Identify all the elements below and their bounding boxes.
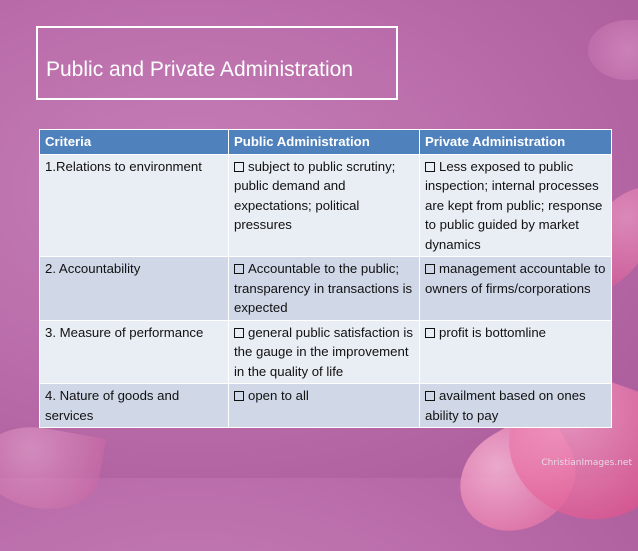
criteria-cell: 3. Measure of performance (40, 320, 229, 384)
checkbox-bullet-icon (234, 328, 244, 338)
decorative-petal (0, 418, 106, 518)
criteria-cell: 1.Relations to environment (40, 154, 229, 257)
private-cell-text: management accountable to owners of firms/corporations (425, 261, 606, 296)
private-cell (420, 384, 612, 428)
public-cell (229, 154, 420, 257)
public-cell-text: subject to public scrutiny; public demand and expectations; political pressures (234, 158, 396, 232)
comparison-table (39, 129, 612, 428)
public-cell (229, 384, 420, 428)
checkbox-bullet-icon (425, 264, 435, 274)
watermark: ChristianImages.net (541, 458, 632, 468)
private-cell (420, 320, 612, 384)
checkbox-bullet-icon (234, 264, 244, 274)
criteria-cell: 2. Accountability (40, 257, 229, 321)
checkbox-bullet-icon (425, 162, 435, 172)
header-private-administration: Private Administration (420, 130, 612, 155)
public-cell-text: general public satisfaction is the gauge in the improvement in the quality of life (234, 324, 413, 379)
public-cell (229, 257, 420, 321)
checkbox-bullet-icon (425, 328, 435, 338)
slide-title-box (36, 26, 398, 100)
checkbox-bullet-icon (234, 162, 244, 172)
public-cell-text: Accountable to the public; transparency in transactions is expected (234, 261, 413, 315)
checkbox-bullet-icon (234, 391, 244, 401)
header-criteria: Criteria (40, 130, 229, 155)
checkbox-bullet-icon (425, 391, 435, 401)
table-row (40, 257, 612, 321)
slide-title: Public and Private Administration (46, 58, 353, 81)
decorative-petal (588, 20, 638, 80)
public-cell (229, 320, 420, 384)
table-row (40, 154, 612, 257)
private-cell-text: availment based on ones ability to pay (425, 388, 586, 423)
private-cell-text: Less exposed to public inspection; internal processes are kept from public; response to public guided by market dynamics (425, 158, 603, 252)
table-header-row (40, 130, 612, 155)
private-cell-text: profit is bottomline (439, 324, 547, 340)
table-row (40, 384, 612, 428)
private-cell (420, 154, 612, 257)
private-cell (420, 257, 612, 321)
header-public-administration: Public Administration (229, 130, 420, 155)
public-cell-text: open to all (248, 388, 309, 403)
criteria-cell: 4. Nature of goods and services (40, 384, 229, 428)
table-row (40, 320, 612, 384)
